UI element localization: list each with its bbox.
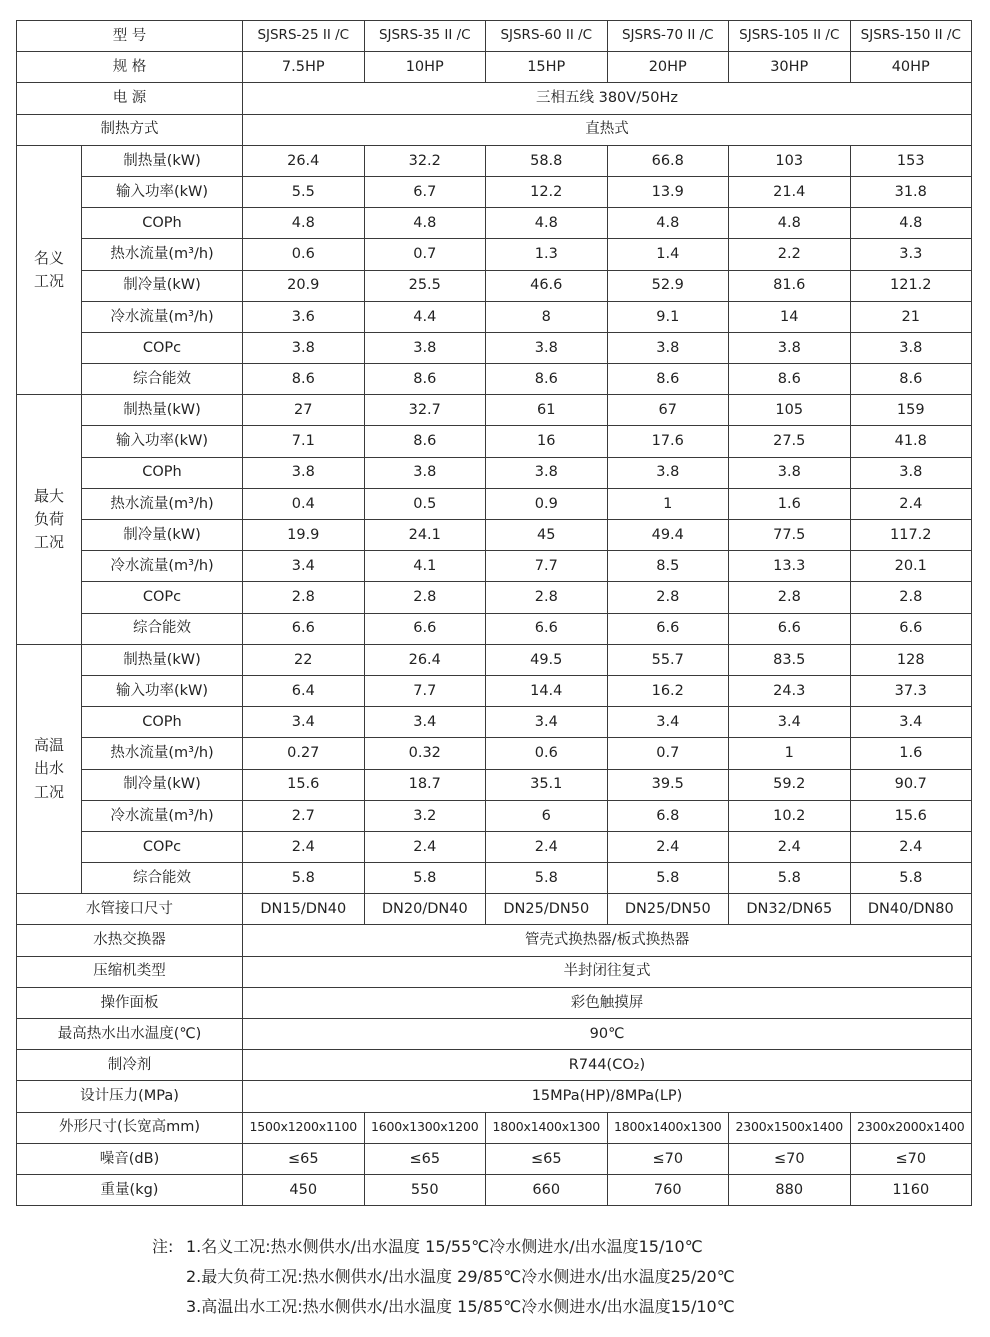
table-row [17,613,972,644]
value-cell: 8.6 [607,364,729,395]
merged-row [17,987,972,1018]
value-cell: 17.6 [607,426,729,457]
table-row [17,208,972,239]
param-label: 冷水流量(m³/h) [82,551,243,582]
value-cell: 1800x1400x1300 [607,1112,729,1143]
value-cell: 2.4 [850,831,972,862]
spec-table-body [17,21,972,1206]
model-row [17,21,972,52]
value-cell: 0.6 [243,239,365,270]
value-cell: 6.6 [729,613,851,644]
value-cell: 2.4 [486,831,608,862]
table-row [17,457,972,488]
value-cell: 4.8 [729,208,851,239]
note-item: 1.名义工况:热水侧供水/出水温度 15/55℃冷水侧进水/出水温度15/10℃ [186,1237,703,1256]
value-cell: 4.8 [364,208,486,239]
value-cell: 19.9 [243,520,365,551]
param-label: 综合能效 [82,364,243,395]
value-cell: 3.4 [486,707,608,738]
spec-cell: 15HP [486,52,608,83]
spec-label: 规 格 [17,52,243,83]
group-title-line: 名义 [33,248,64,267]
merged-row-value: 15MPa(HP)/8MPa(LP) [243,1081,972,1112]
value-cell: 13.9 [607,176,729,207]
heating-mode-label: 制热方式 [17,114,243,145]
value-cell: ≤70 [729,1143,851,1174]
model-cell: SJSRS-70 II /C [607,21,729,52]
model-cell: SJSRS-25 II /C [243,21,365,52]
value-cell: 8.6 [243,364,365,395]
value-cell: 6.6 [850,613,972,644]
value-cell: 5.8 [364,863,486,894]
value-cell: 58.8 [486,145,608,176]
group-title [17,145,82,395]
value-cell: 3.8 [364,332,486,363]
value-cell: 0.5 [364,488,486,519]
value-cell: 3.4 [729,707,851,738]
table-row [17,364,972,395]
value-cell: 3.4 [243,551,365,582]
merged-row-label: 操作面板 [17,987,243,1018]
param-label: 制热量(kW) [82,644,243,675]
group-title-line: 出水 [33,759,64,778]
value-cell: DN25/DN50 [607,894,729,925]
merged-row-value: R744(CO₂) [243,1050,972,1081]
value-cell: 0.7 [364,239,486,270]
param-label: 冷水流量(m³/h) [82,800,243,831]
value-cell: 3.8 [607,332,729,363]
value-cell: 6.6 [243,613,365,644]
param-label: 制冷量(kW) [82,270,243,301]
value-cell: 3.6 [243,301,365,332]
value-cell: 1.6 [850,738,972,769]
value-cell: 8.5 [607,551,729,582]
value-cell: 61 [486,395,608,426]
value-cell: 8.6 [850,364,972,395]
value-cell: 2.8 [850,582,972,613]
value-cell: 4.8 [607,208,729,239]
value-cell: 6.8 [607,800,729,831]
value-cell: 18.7 [364,769,486,800]
value-cell: 1.4 [607,239,729,270]
value-cell: 2.4 [607,831,729,862]
param-label: COPc [82,831,243,862]
value-cell: 2300x1500x1400 [729,1112,851,1143]
value-cell: ≤65 [486,1143,608,1174]
value-cell: 1 [729,738,851,769]
table-row [17,176,972,207]
param-label: 输入功率(kW) [82,176,243,207]
table-row [17,800,972,831]
note-item: 3.高温出水工况:热水侧供水/出水温度 15/85℃冷水侧进水/出水温度15/10℃ [186,1297,735,1316]
value-cell: 0.4 [243,488,365,519]
note-row [152,1232,735,1262]
table-row [17,738,972,769]
value-cell: 6.6 [364,613,486,644]
param-label: COPh [82,707,243,738]
value-cell: 660 [486,1174,608,1205]
table-row [17,426,972,457]
spec-row [17,52,972,83]
dimensions-label: 外形尺寸(长宽高mm) [17,1112,243,1143]
merged-row [17,1050,972,1081]
value-cell: 8.6 [486,364,608,395]
value-cell: 52.9 [607,270,729,301]
value-cell: 81.6 [729,270,851,301]
noise-label: 噪音(dB) [17,1143,243,1174]
table-row [17,145,972,176]
param-label: COPh [82,457,243,488]
value-cell: 22 [243,644,365,675]
value-cell: 25.5 [364,270,486,301]
note-row [152,1292,735,1322]
value-cell: 3.8 [729,457,851,488]
value-cell: 3.4 [850,707,972,738]
param-label: 制热量(kW) [82,395,243,426]
value-cell: 5.8 [486,863,608,894]
value-cell: 13.3 [729,551,851,582]
value-cell: 15.6 [850,800,972,831]
value-cell: 550 [364,1174,486,1205]
value-cell: 4.4 [364,301,486,332]
value-cell: 105 [729,395,851,426]
table-row [17,488,972,519]
noise-row [17,1143,972,1174]
value-cell: 1500x1200x1100 [243,1112,365,1143]
value-cell: 159 [850,395,972,426]
value-cell: 14.4 [486,675,608,706]
param-label: 输入功率(kW) [82,426,243,457]
value-cell: 1.3 [486,239,608,270]
heating-mode-value: 直热式 [243,114,972,145]
group-title-line: 最大 [33,486,64,505]
value-cell: 6.6 [486,613,608,644]
table-row [17,831,972,862]
value-cell: 5.5 [243,176,365,207]
value-cell: 2.8 [729,582,851,613]
value-cell: 20.9 [243,270,365,301]
table-row [17,520,972,551]
value-cell: 2.7 [243,800,365,831]
pipe-size-row [17,894,972,925]
value-cell: DN15/DN40 [243,894,365,925]
group-title-line: 高温 [33,736,64,755]
merged-row-value: 彩色触摸屏 [243,987,972,1018]
merged-row [17,1081,972,1112]
value-cell: 6 [486,800,608,831]
value-cell: 6.7 [364,176,486,207]
value-cell: 2.4 [243,831,365,862]
value-cell: 2.8 [243,582,365,613]
value-cell: 66.8 [607,145,729,176]
value-cell: 760 [607,1174,729,1205]
param-label: 综合能效 [82,613,243,644]
merged-row [17,925,972,956]
table-row [17,675,972,706]
param-label: 制冷量(kW) [82,520,243,551]
value-cell: 0.7 [607,738,729,769]
value-cell: 67 [607,395,729,426]
spec-cell: 20HP [607,52,729,83]
value-cell: 121.2 [850,270,972,301]
merged-row-value: 半封闭往复式 [243,956,972,987]
model-cell: SJSRS-105 II /C [729,21,851,52]
table-row [17,707,972,738]
table-row [17,644,972,675]
value-cell: 2.8 [364,582,486,613]
value-cell: 3.8 [243,457,365,488]
group-title-line: 工况 [33,272,64,290]
value-cell: 41.8 [850,426,972,457]
dimensions-row [17,1112,972,1143]
model-cell: SJSRS-60 II /C [486,21,608,52]
value-cell: 39.5 [607,769,729,800]
value-cell: 3.4 [364,707,486,738]
value-cell: 1 [607,488,729,519]
value-cell: 10.2 [729,800,851,831]
value-cell: 153 [850,145,972,176]
table-row [17,395,972,426]
value-cell: 2.8 [607,582,729,613]
value-cell: 3.8 [850,332,972,363]
value-cell: 8.6 [729,364,851,395]
value-cell: 3.8 [729,332,851,363]
value-cell: 55.7 [607,644,729,675]
weight-label: 重量(kg) [17,1174,243,1205]
table-row [17,301,972,332]
value-cell: 0.27 [243,738,365,769]
value-cell: 26.4 [243,145,365,176]
value-cell: 7.1 [243,426,365,457]
value-cell: ≤65 [243,1143,365,1174]
notes [152,1232,735,1322]
value-cell: 3.8 [243,332,365,363]
value-cell: DN25/DN50 [486,894,608,925]
value-cell: 8 [486,301,608,332]
value-cell: 37.3 [850,675,972,706]
value-cell: 2.4 [729,831,851,862]
note-item: 2.最大负荷工况:热水侧供水/出水温度 29/85℃冷水侧进水/出水温度25/20℃ [186,1267,735,1286]
heating-mode-row [17,114,972,145]
value-cell: 9.1 [607,301,729,332]
value-cell: 450 [243,1174,365,1205]
value-cell: 3.4 [607,707,729,738]
value-cell: 32.7 [364,395,486,426]
value-cell: 7.7 [364,675,486,706]
group-title-line: 工况 [33,782,64,801]
merged-row-label: 最高热水出水温度(℃) [17,1019,243,1050]
value-cell: 31.8 [850,176,972,207]
value-cell: 8.6 [364,426,486,457]
value-cell: 3.8 [486,457,608,488]
merged-row-value: 管壳式换热器/板式换热器 [243,925,972,956]
table-row [17,863,972,894]
value-cell: 6.4 [243,675,365,706]
param-label: 制冷量(kW) [82,769,243,800]
value-cell: 3.8 [607,457,729,488]
value-cell: 49.5 [486,644,608,675]
value-cell: 14 [729,301,851,332]
power-row [17,83,972,114]
value-cell: 3.4 [243,707,365,738]
value-cell: 1.6 [729,488,851,519]
merged-row-value: 90℃ [243,1019,972,1050]
param-label: COPh [82,208,243,239]
value-cell: 27 [243,395,365,426]
value-cell: 32.2 [364,145,486,176]
spec-cell: 10HP [364,52,486,83]
model-cell: SJSRS-35 II /C [364,21,486,52]
value-cell: 4.8 [243,208,365,239]
weight-row [17,1174,972,1205]
value-cell: DN40/DN80 [850,894,972,925]
value-cell: ≤70 [607,1143,729,1174]
value-cell: 5.8 [850,863,972,894]
value-cell: 77.5 [729,520,851,551]
spec-table [16,20,972,1206]
value-cell: 4.1 [364,551,486,582]
table-row [17,332,972,363]
value-cell: 27.5 [729,426,851,457]
value-cell: 4.8 [850,208,972,239]
param-label: 综合能效 [82,863,243,894]
value-cell: 90.7 [850,769,972,800]
value-cell: 3.2 [364,800,486,831]
value-cell: 2.4 [850,488,972,519]
table-row [17,270,972,301]
value-cell: 5.8 [729,863,851,894]
table-row [17,551,972,582]
value-cell: 5.8 [607,863,729,894]
value-cell: 128 [850,644,972,675]
value-cell: 21.4 [729,176,851,207]
value-cell: DN32/DN65 [729,894,851,925]
table-row [17,239,972,270]
merged-row-label: 制冷剂 [17,1050,243,1081]
value-cell: 2.8 [486,582,608,613]
merged-row-label: 水热交换器 [17,925,243,956]
spec-cell: 7.5HP [243,52,365,83]
table-row [17,769,972,800]
value-cell: 7.7 [486,551,608,582]
param-label: 热水流量(m³/h) [82,239,243,270]
value-cell: 49.4 [607,520,729,551]
spec-cell: 30HP [729,52,851,83]
value-cell: 20.1 [850,551,972,582]
value-cell: 2300x2000x1400 [850,1112,972,1143]
value-cell: 103 [729,145,851,176]
value-cell: 880 [729,1174,851,1205]
spec-cell: 40HP [850,52,972,83]
value-cell: DN20/DN40 [364,894,486,925]
param-label: 热水流量(m³/h) [82,738,243,769]
value-cell: 0.32 [364,738,486,769]
merged-row-label: 压缩机类型 [17,956,243,987]
table-row [17,582,972,613]
value-cell: 21 [850,301,972,332]
power-label: 电 源 [17,83,243,114]
param-label: COPc [82,582,243,613]
value-cell: 4.8 [486,208,608,239]
param-label: 冷水流量(m³/h) [82,301,243,332]
value-cell: 1600x1300x1200 [364,1112,486,1143]
value-cell: 15.6 [243,769,365,800]
value-cell: 59.2 [729,769,851,800]
value-cell: 3.8 [364,457,486,488]
value-cell: 3.3 [850,239,972,270]
group-title [17,644,82,894]
power-value: 三相五线 380V/50Hz [243,83,972,114]
value-cell: 46.6 [486,270,608,301]
param-label: COPc [82,332,243,363]
value-cell: 2.4 [364,831,486,862]
notes-prefix: 注: [152,1237,174,1256]
value-cell: 117.2 [850,520,972,551]
value-cell: 16.2 [607,675,729,706]
value-cell: 3.8 [850,457,972,488]
value-cell: 24.3 [729,675,851,706]
group-title [17,395,82,645]
value-cell: 45 [486,520,608,551]
value-cell: 35.1 [486,769,608,800]
value-cell: 83.5 [729,644,851,675]
value-cell: 6.6 [607,613,729,644]
group-title-line: 负荷 [33,509,64,528]
value-cell: 24.1 [364,520,486,551]
value-cell: 16 [486,426,608,457]
value-cell: 3.8 [486,332,608,363]
value-cell: 1160 [850,1174,972,1205]
value-cell: 5.8 [243,863,365,894]
value-cell: 0.6 [486,738,608,769]
model-cell: SJSRS-150 II /C [850,21,972,52]
merged-row [17,1019,972,1050]
value-cell: 8.6 [364,364,486,395]
model-label: 型 号 [17,21,243,52]
merged-row [17,956,972,987]
value-cell: 2.2 [729,239,851,270]
param-label: 热水流量(m³/h) [82,488,243,519]
value-cell: ≤70 [850,1143,972,1174]
value-cell: 12.2 [486,176,608,207]
group-title-line: 工况 [33,533,64,552]
value-cell: 26.4 [364,644,486,675]
param-label: 制热量(kW) [82,145,243,176]
value-cell: ≤65 [364,1143,486,1174]
pipe-size-label: 水管接口尺寸 [17,894,243,925]
value-cell: 0.9 [486,488,608,519]
merged-row-label: 设计压力(MPa) [17,1081,243,1112]
note-row [152,1262,735,1292]
value-cell: 1800x1400x1300 [486,1112,608,1143]
param-label: 输入功率(kW) [82,675,243,706]
